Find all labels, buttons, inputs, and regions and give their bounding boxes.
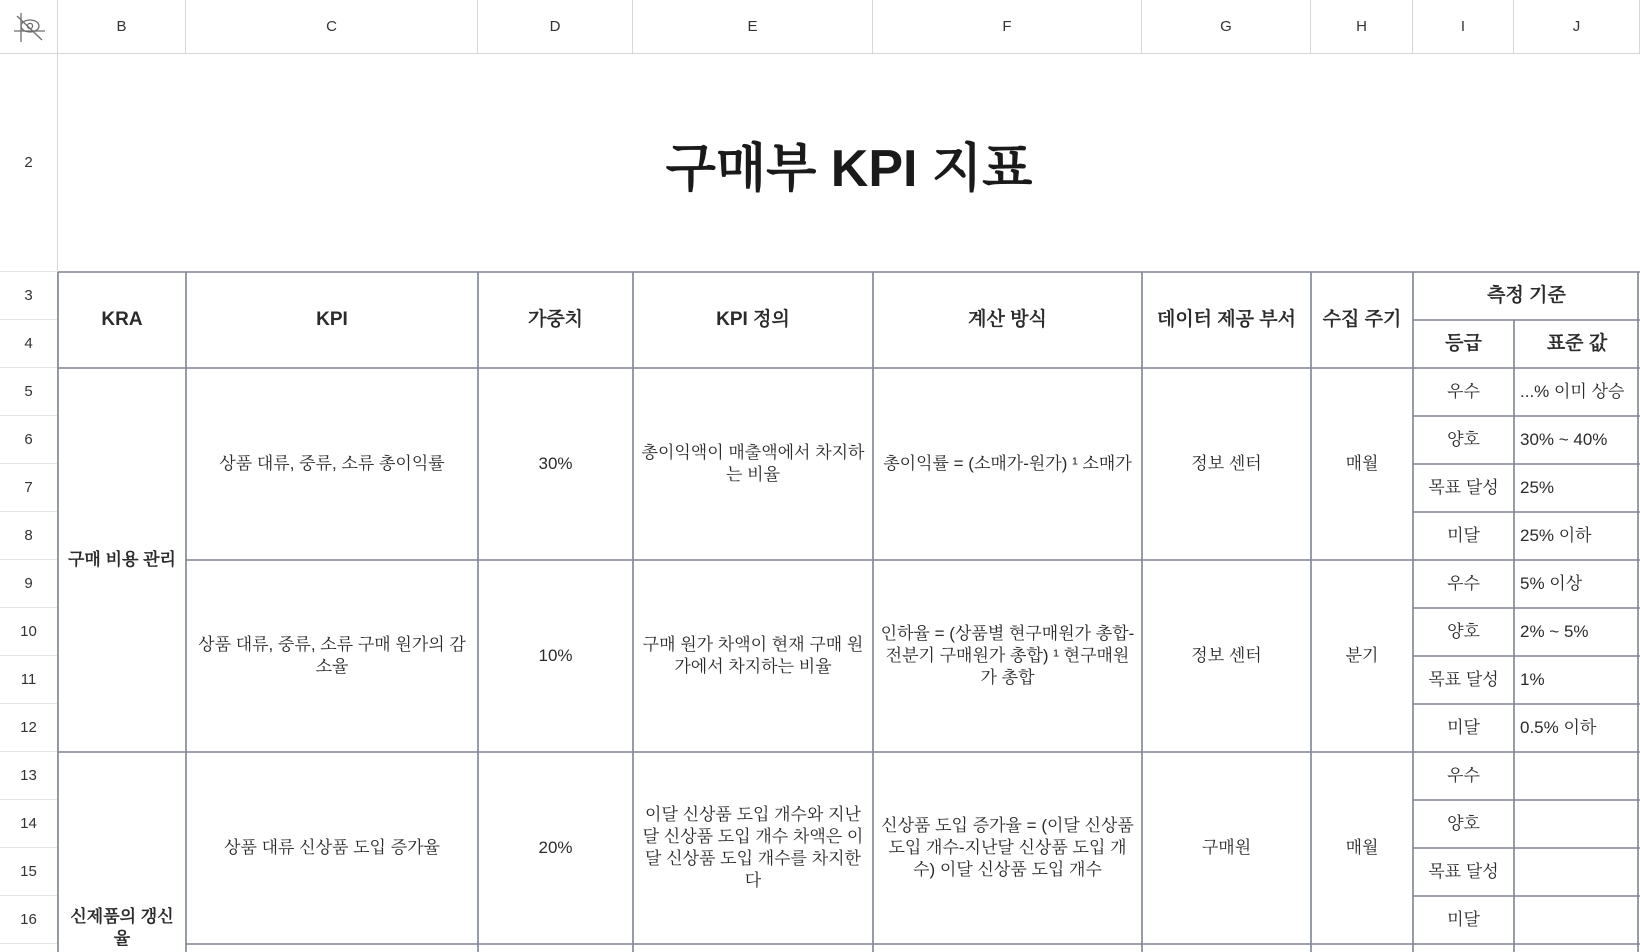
header-criteria[interactable]: 측정 기준: [1413, 272, 1640, 320]
grade-cell[interactable]: 목표 달성: [1413, 848, 1514, 896]
header-kra[interactable]: KRA: [58, 272, 186, 368]
kpi-weight[interactable]: 30%: [478, 368, 633, 560]
standard-cell[interactable]: [1514, 848, 1640, 896]
row-header-9[interactable]: 9: [0, 560, 58, 608]
grade-cell[interactable]: 양호: [1413, 800, 1514, 848]
kra-cell-2[interactable]: 신제품의 갱신율: [58, 752, 186, 952]
kpi-weight[interactable]: 20%: [478, 752, 633, 944]
column-header-g[interactable]: G: [1142, 0, 1311, 54]
row-header-13[interactable]: 13: [0, 752, 58, 800]
row-header-15[interactable]: 15: [0, 848, 58, 896]
standard-cell[interactable]: 1%: [1514, 656, 1640, 704]
column-header-f[interactable]: F: [873, 0, 1142, 54]
kpi-cycle[interactable]: 분기: [1311, 560, 1413, 752]
kpi-calc[interactable]: 총이익률 = (소매가-원가) ¹ 소매가: [873, 368, 1142, 560]
column-header-c[interactable]: C: [186, 0, 478, 54]
kpi-definition[interactable]: 이달 신상품 도입 개수와 지난달 신상품 도입 개수 차액은 이달 신상품 도입 개수를 차지한다: [633, 752, 873, 944]
header-weight[interactable]: 가중치: [478, 272, 633, 368]
row-header-14[interactable]: 14: [0, 800, 58, 848]
header-calc[interactable]: 계산 방식: [873, 272, 1142, 368]
row-header-5[interactable]: 5: [0, 368, 58, 416]
kpi-name[interactable]: 상품 대류 신상품 도입 증가율: [186, 752, 478, 944]
kpi-definition[interactable]: 구매 원가 차액이 현재 구매 원가에서 차지하는 비율: [633, 560, 873, 752]
kpi-dept[interactable]: 구매원: [1142, 752, 1311, 944]
header-definition[interactable]: KPI 정의: [633, 272, 873, 368]
kra-cell-1[interactable]: 구매 비용 관리: [58, 368, 186, 752]
grade-cell[interactable]: 양호: [1413, 416, 1514, 464]
kpi-weight[interactable]: 10%: [478, 560, 633, 752]
kpi-dept[interactable]: 정보 센터: [1142, 560, 1311, 752]
standard-cell[interactable]: 30% ~ 40%: [1514, 416, 1640, 464]
column-header-d[interactable]: D: [478, 0, 633, 54]
row-header-16[interactable]: 16: [0, 896, 58, 944]
standard-cell[interactable]: 25%: [1514, 464, 1640, 512]
grade-cell[interactable]: 우수: [1413, 368, 1514, 416]
kpi-calc[interactable]: 인하율 = (상품별 현구매원가 총합-전분기 구매원가 총합) ¹ 현구매원가 총합: [873, 560, 1142, 752]
row-header-12[interactable]: 12: [0, 704, 58, 752]
standard-cell[interactable]: 25% 이하: [1514, 512, 1640, 560]
row-header-8[interactable]: 8: [0, 512, 58, 560]
row-header-7[interactable]: 7: [0, 464, 58, 512]
kpi-name[interactable]: 상품 대류, 중류, 소류 구매 원가의 감소율: [186, 560, 478, 752]
row-header-6[interactable]: 6: [0, 416, 58, 464]
sheet-title[interactable]: 구매부 KPI 지표: [665, 139, 1033, 198]
column-header-b[interactable]: B: [58, 0, 186, 54]
column-header-e[interactable]: E: [633, 0, 873, 54]
column-header-i[interactable]: I: [1413, 0, 1514, 54]
row-header-2[interactable]: 2: [0, 54, 58, 272]
header-grade[interactable]: 등급: [1413, 320, 1514, 368]
header-cycle[interactable]: 수집 주기: [1311, 272, 1413, 368]
standard-cell[interactable]: 2% ~ 5%: [1514, 608, 1640, 656]
grade-cell[interactable]: 우수: [1413, 560, 1514, 608]
row-header-4[interactable]: 4: [0, 320, 58, 368]
kpi-name[interactable]: 상품 대류, 중류, 소류 총이익률: [186, 368, 478, 560]
column-header-h[interactable]: H: [1311, 0, 1413, 54]
grade-cell[interactable]: 미달: [1413, 704, 1514, 752]
select-all-corner[interactable]: [0, 0, 58, 54]
sheet-eye-icon: [11, 9, 47, 45]
kpi-calc[interactable]: 신상품 도입 증가율 = (이달 신상품 도입 개수-지난달 신상품 도입 개수) 이달 신상품 도입 개수: [873, 752, 1142, 944]
standard-cell[interactable]: 0.5% 이하: [1514, 704, 1640, 752]
grade-cell[interactable]: 양호: [1413, 608, 1514, 656]
kpi-cycle[interactable]: 매월: [1311, 368, 1413, 560]
header-kpi[interactable]: KPI: [186, 272, 478, 368]
header-dept[interactable]: 데이터 제공 부서: [1142, 272, 1311, 368]
standard-cell[interactable]: [1514, 752, 1640, 800]
standard-cell[interactable]: [1514, 896, 1640, 944]
row-header-11[interactable]: 11: [0, 656, 58, 704]
column-header-j[interactable]: J: [1514, 0, 1640, 54]
kpi-definition[interactable]: 총이익액이 매출액에서 차지하는 비율: [633, 368, 873, 560]
grade-cell[interactable]: 미달: [1413, 512, 1514, 560]
standard-cell[interactable]: 5% 이상: [1514, 560, 1640, 608]
standard-cell[interactable]: ...% 이미 상승: [1514, 368, 1640, 416]
standard-cell[interactable]: [1514, 800, 1640, 848]
row-header-10[interactable]: 10: [0, 608, 58, 656]
kpi-dept[interactable]: 정보 센터: [1142, 368, 1311, 560]
grade-cell[interactable]: 목표 달성: [1413, 656, 1514, 704]
kpi-cycle[interactable]: 매월: [1311, 752, 1413, 944]
grade-cell[interactable]: 미달: [1413, 896, 1514, 944]
grade-cell[interactable]: 목표 달성: [1413, 464, 1514, 512]
header-standard[interactable]: 표준 값: [1514, 320, 1640, 368]
row-header-3[interactable]: 3: [0, 272, 58, 320]
grade-cell[interactable]: 우수: [1413, 752, 1514, 800]
